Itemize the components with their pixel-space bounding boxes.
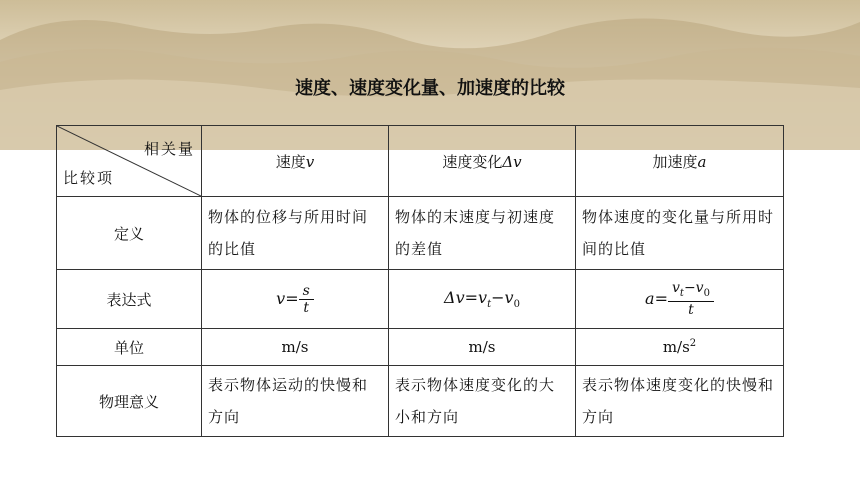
formula-equals: = <box>654 288 668 308</box>
formula-symbol: a <box>645 288 655 308</box>
header-acceleration-symbol: a <box>697 152 707 171</box>
formula-term: v <box>695 279 704 296</box>
page-title: 速度、速度变化量、加速度的比较 <box>295 78 565 99</box>
expression-acceleration <box>576 270 784 329</box>
header-velocity-change-symbol: Δv <box>502 152 522 171</box>
definition-acceleration: 物体速度的变化量与所用时间的比值 <box>576 197 784 270</box>
header-velocity <box>202 126 389 197</box>
corner-header-cell <box>57 126 202 197</box>
formula-minus: − <box>491 287 505 307</box>
fraction <box>668 280 714 319</box>
unit-row <box>57 329 784 366</box>
meaning-velocity-change: 表示物体速度变化的大小和方向 <box>389 366 576 437</box>
unit-velocity-change: m/s <box>389 329 576 366</box>
formula-subscript: 0 <box>703 287 710 299</box>
fraction-numerator <box>668 280 714 303</box>
header-acceleration-label: 加速度 <box>652 152 698 171</box>
unit-velocity: m/s <box>202 329 389 366</box>
definition-row-label: 定义 <box>57 197 202 270</box>
unit-acceleration <box>576 329 784 366</box>
unit-acceleration-exponent: 2 <box>689 338 697 349</box>
meaning-acceleration: 表示物体速度变化的快慢和方向 <box>576 366 784 437</box>
formula-term: v <box>478 287 488 307</box>
header-velocity-label: 速度 <box>275 152 306 171</box>
formula-equals: = <box>464 287 479 307</box>
definition-velocity: 物体的位移与所用时间的比值 <box>202 197 389 270</box>
unit-acceleration-base: m/s <box>662 338 690 356</box>
formula-subscript: t <box>487 299 492 311</box>
corner-top-label: 相关量 <box>143 140 195 158</box>
expression-row <box>57 270 784 329</box>
expression-velocity-change <box>389 270 576 329</box>
formula-term: v <box>671 279 680 296</box>
velocity-formula <box>276 282 314 316</box>
corner-bottom-label: 比较项 <box>63 169 115 187</box>
expression-velocity <box>202 270 389 329</box>
acceleration-formula <box>645 279 714 319</box>
header-acceleration <box>576 126 784 197</box>
unit-row-label: 单位 <box>57 329 202 366</box>
header-velocity-change <box>389 126 576 197</box>
table-header-row <box>57 126 784 197</box>
meaning-velocity: 表示物体运动的快慢和方向 <box>202 366 389 437</box>
header-velocity-change-label: 速度变化 <box>442 152 503 171</box>
fraction-denominator: t <box>688 302 694 319</box>
formula-subscript: t <box>679 287 684 299</box>
definition-row <box>57 197 784 270</box>
meaning-row-label: 物理意义 <box>57 366 202 437</box>
formula-minus: − <box>683 279 696 296</box>
formula-subscript: 0 <box>513 299 520 311</box>
formula-symbol: v <box>276 288 286 308</box>
formula-equals: = <box>285 288 299 308</box>
fraction-numerator: s <box>299 283 314 300</box>
fraction-denominator: t <box>303 299 310 316</box>
header-velocity-symbol: v <box>305 152 315 171</box>
formula-symbol: Δv <box>444 287 465 307</box>
velocity-change-formula <box>444 287 520 311</box>
comparison-table <box>56 125 784 437</box>
definition-velocity-change: 物体的末速度与初速度的差值 <box>389 197 576 270</box>
expression-row-label: 表达式 <box>57 270 202 329</box>
meaning-row <box>57 366 784 437</box>
formula-term: v <box>504 287 514 307</box>
fraction <box>299 283 314 316</box>
